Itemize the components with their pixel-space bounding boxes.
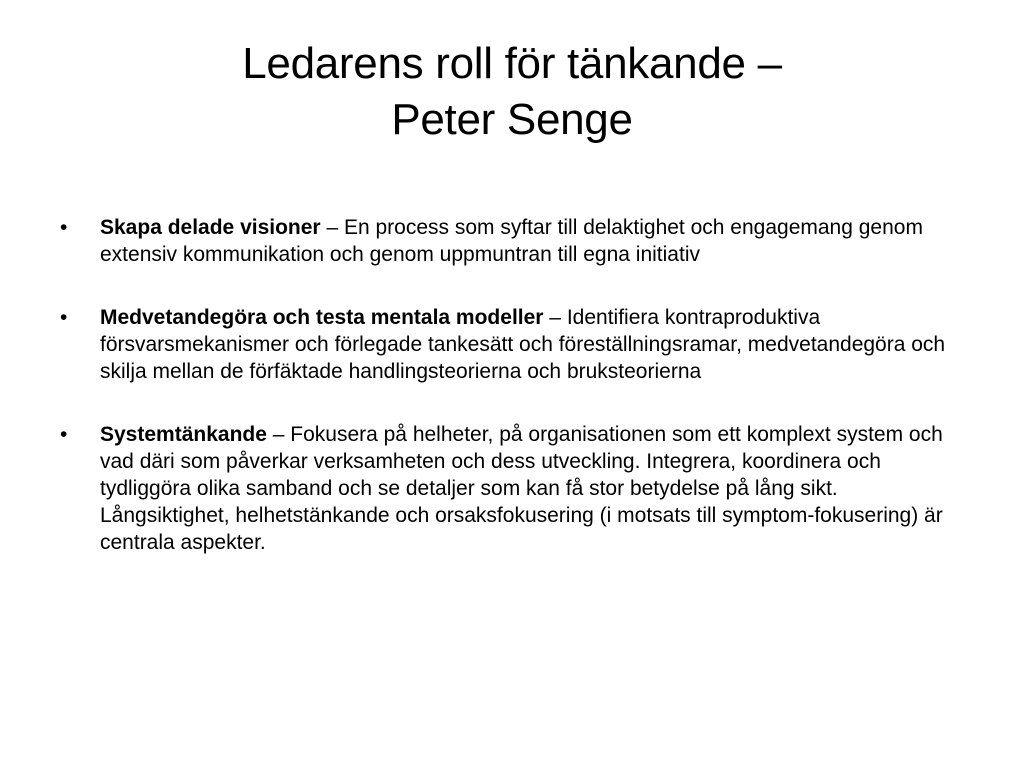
bullet-text: – En process som syftar till delaktighet och engagemang genom extensiv kommunikation och genom uppmuntran till egna initiativ — [100, 216, 923, 266]
bullet-icon: • — [60, 306, 68, 329]
slide-title-line-2: Peter Senge — [391, 95, 633, 144]
bullet-item-mental-models — [60, 304, 960, 385]
slide-title-line-1: Ledarens roll för tänkande – — [242, 39, 782, 88]
bullet-icon: • — [60, 216, 68, 239]
slide-title — [0, 36, 1024, 148]
bullet-term: Skapa delade visioner — [100, 216, 321, 239]
bullet-icon: • — [60, 423, 68, 446]
bullet-item-systems-thinking — [60, 421, 960, 556]
bullet-term: Systemtänkande — [100, 423, 267, 446]
bullet-term: Medvetandegöra och testa mentala modeller — [100, 306, 544, 329]
bullet-item-shared-visions — [60, 214, 960, 268]
bullet-list — [60, 214, 960, 592]
bullet-text: – Fokusera på helheter, på organisationen som ett komplext system och vad däri som påverkar verksamheten och dess utveckling. Integrera, koordinera och tydliggöra olika samband och se detaljer som kan få stor betydelse på lång sikt. Långsiktighet, helhetstänkande och orsaksfokusering (i motsats till symptom-fokusering) är centrala aspekter. — [100, 423, 943, 554]
bullet-text: – Identifiera kontraproduktiva försvarsmekanismer och förlegade tankesätt och föreställningsramar, medvetandegöra och skilja mellan de förfäktade handlingsteorierna och bruksteorierna — [100, 306, 946, 383]
